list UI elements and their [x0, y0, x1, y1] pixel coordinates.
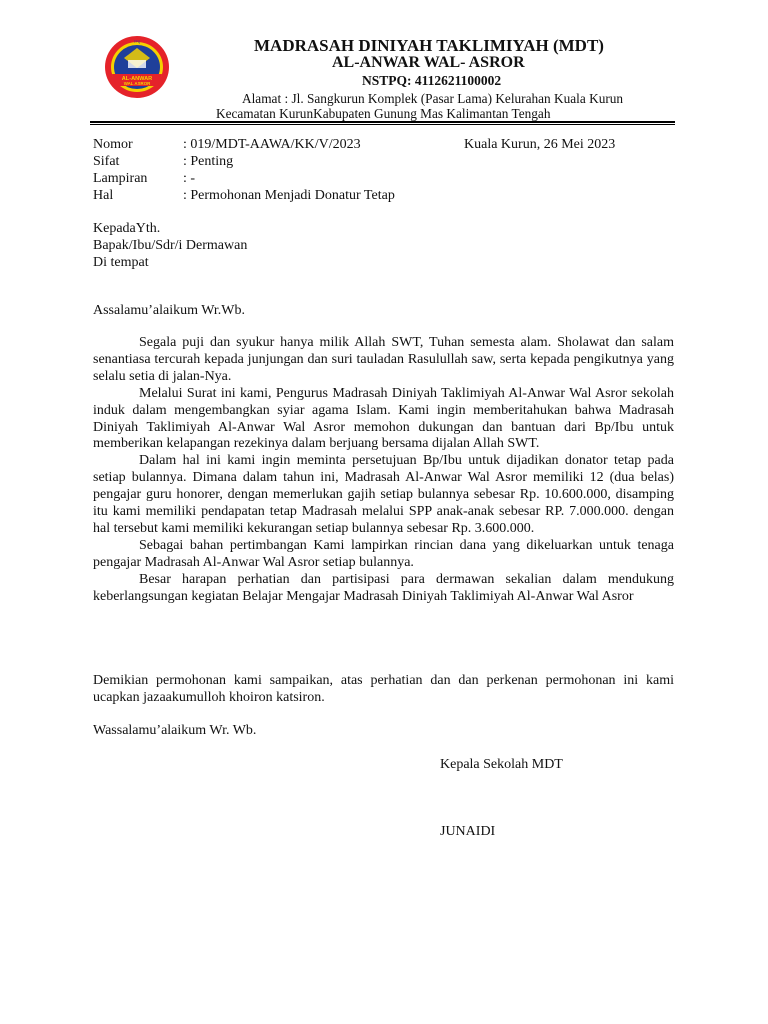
- school-subname: AL-ANWAR WAL- ASROR: [332, 54, 525, 71]
- school-name: MADRASAH DINIYAH TAKLIMIYAH (MDT): [254, 36, 604, 55]
- opening-greeting: Assalamu’alaikum Wr.Wb.: [93, 303, 245, 318]
- school-logo: [104, 34, 170, 100]
- body-paragraph-3: Dalam hal ini kami ingin meminta persetujuan Bp/Ibu untuk dijadikan donator tetap pada setiap bulannya. Dimana dalam tahun ini, Madrasah Al-Anwar Wal Asror memiliki 12 (dua belas) pengajar guru honorer, dengan memerlukan gajih setiap bulannya sebesar Rp. 10.600.000, disamping itu kami memiliki pendapatan tetap Madrasah melalui SPP anak-anak sebesar RP. 7.000.000. dengan hal tersebut kami memiliki kekurangan setiap bulannya sebesar Rp. 3.600.000.: [93, 453, 674, 536]
- letter-date: Kuala Kurun, 26 Mei 2023: [464, 137, 616, 152]
- recipient-line1: KepadaYth.: [93, 221, 161, 236]
- body-paragraph-4: Sebagai bahan pertimbangan Kami lampirkan rincian dana yang dikeluarkan untuk tenaga pengajar Madrasah Al-Anwar Wal Asror setiap bulannya.: [93, 537, 674, 570]
- recipient-line3: Di tempat: [93, 255, 149, 270]
- signatory-title: Kepala Sekolah MDT: [440, 757, 563, 772]
- svg-text:AL-ANWAR: AL-ANWAR: [121, 76, 153, 82]
- school-address-line2: Kecamatan KurunKabupaten Gunung Mas Kalimantan Tengah: [216, 106, 551, 121]
- recipient-line2: Bapak/Ibu/Sdr/i Dermawan: [93, 238, 248, 253]
- lampiran-value: : -: [183, 171, 196, 186]
- letterhead-divider-thin: [90, 124, 675, 125]
- letter-body: [93, 335, 674, 606]
- closing-greeting: Wassalamu’alaikum Wr. Wb.: [93, 723, 257, 738]
- school-nstpq: NSTPQ: 4112621100002: [362, 73, 502, 88]
- nomor-label: Nomor: [93, 137, 133, 152]
- hal-label: Hal: [93, 188, 114, 203]
- svg-text:TPQ: TPQ: [133, 40, 141, 44]
- body-paragraph-5: Besar harapan perhatian dan partisipasi para dermawan sekalian dalam mendukung keberlangsungan kegiatan Belajar Mengajar Madrasah Diniyah Taklimiyah Al-Anwar Wal Asror: [93, 571, 674, 604]
- sifat-value: : Penting: [183, 154, 234, 169]
- hal-value: : Permohonan Menjadi Donatur Tetap: [183, 188, 395, 203]
- nomor-value: : 019/MDT-AAWA/KK/V/2023: [183, 137, 361, 152]
- school-address-line1: Alamat : Jl. Sangkurun Komplek (Pasar Lama) Kelurahan Kuala Kurun: [242, 91, 624, 106]
- sifat-label: Sifat: [93, 154, 120, 169]
- letterhead-divider: [90, 121, 675, 123]
- signatory-name: JUNAIDI: [440, 824, 496, 839]
- svg-text:WAL ASROR: WAL ASROR: [123, 81, 151, 86]
- body-paragraph-2: Melalui Surat ini kami, Pengurus Madrasah Diniyah Taklimiyah Al-Anwar Wal Asror sekolah induk dalam mengembangkan syiar agama Islam. Kami ingin memberitahukan bahwa Madrasah Diniyah Taklimiyah Al-Anwar Wal Asror memohon dukungan dan bantuan dari Bp/Ibu untuk memberikan kelapangan rezekinya dalam berjuang bersama dijalan Allah SWT.: [93, 385, 674, 452]
- body-paragraph-1: Segala puji dan syukur hanya milik Allah SWT, Tuhan semesta alam. Sholawat dan salam senantiasa tercurah kepada junjungan dan suri tauladan Rasulullah saw, serta kepada pengikutnya yang selalu setia di jalan-Nya.: [93, 335, 674, 384]
- lampiran-label: Lampiran: [93, 171, 148, 186]
- closing-paragraph: Demikian permohonan kami sampaikan, atas perhatian dan dan perkenan permohonan ini kami ucapkan jazaakumulloh khoiron katsiron.: [93, 673, 674, 705]
